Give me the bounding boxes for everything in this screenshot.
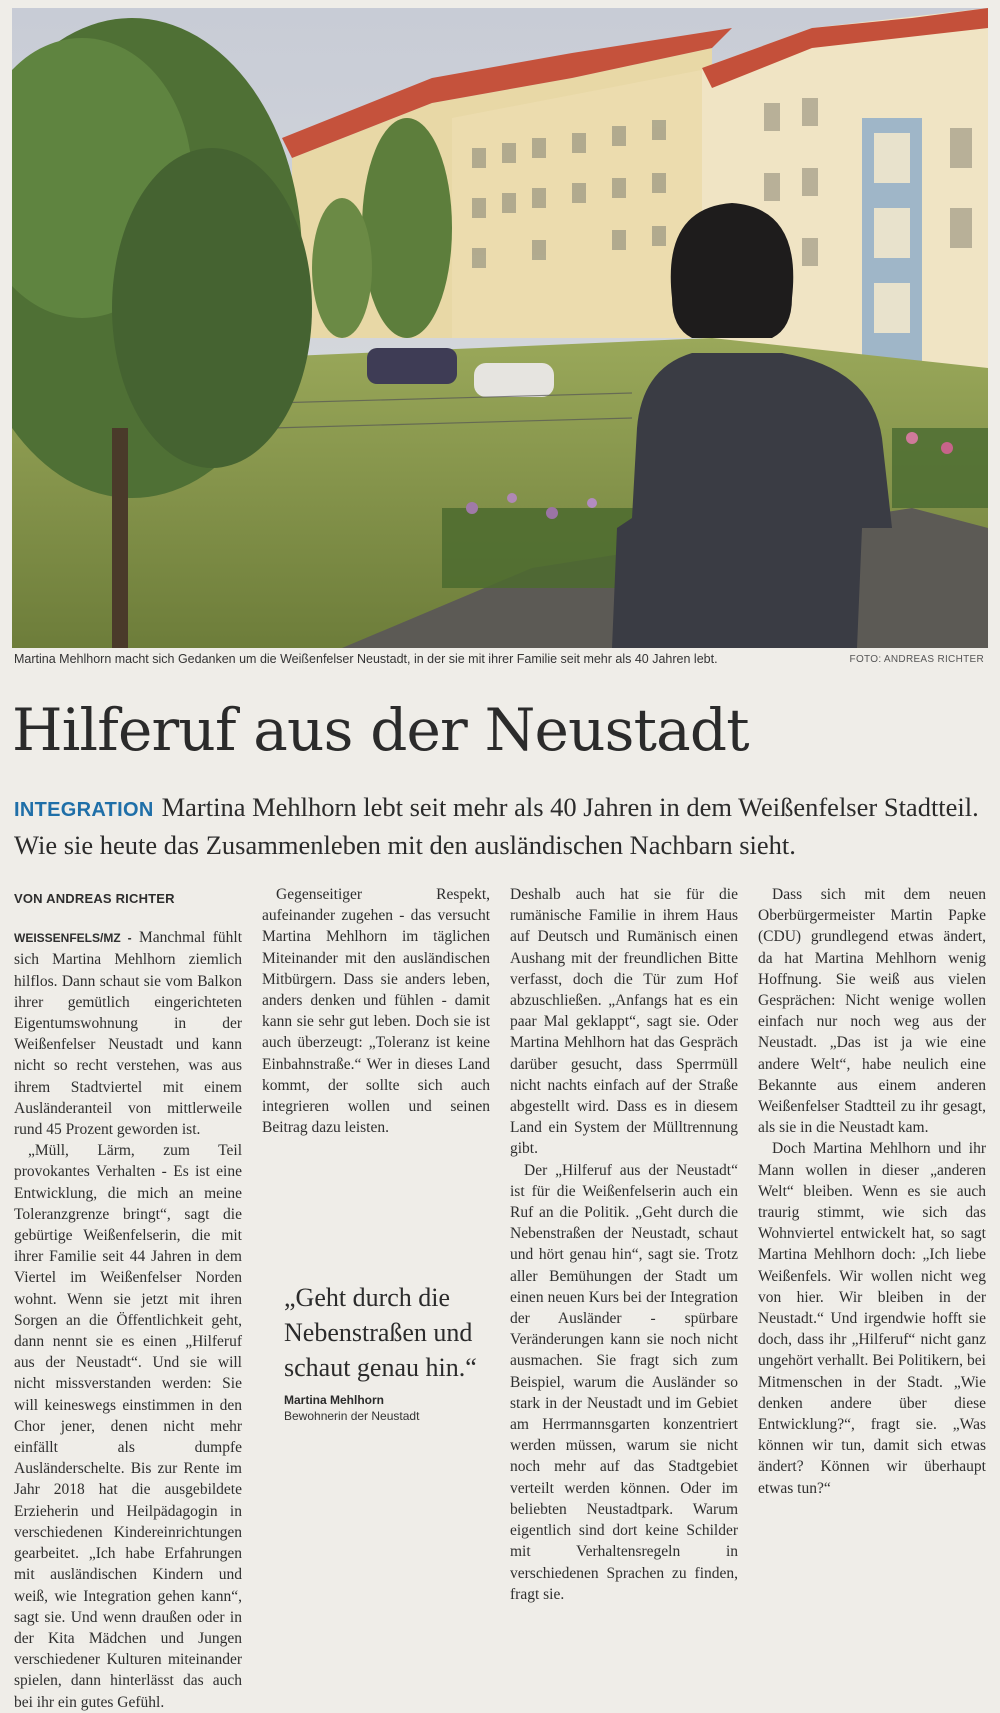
- article-column-3: [510, 884, 738, 1605]
- pull-quote-name: Martina Mehlhorn: [284, 1393, 385, 1407]
- article-photo: [12, 8, 988, 648]
- paragraph-3: Gegenseitiger Respekt, aufeinander zugehen - das versucht Martina Mehlhorn im täglichen Miteinander mit den ausländischen Mitbürgern. Dass sie anders leben, anders denken und fühlen - damit kann sie sehr gut leben. Doch sie ist auch überzeugt: „Toleranz ist keine Einbahnstraße.“ Wer in dieses Land kommt, der sollte sich auch integrieren wollen und seinen Beitrag dazu leisten.: [262, 886, 490, 1137]
- section-kicker: INTEGRATION: [14, 799, 154, 821]
- paragraph-5: Der „Hilferuf aus der Neustadt“ ist für die Weißenfelserin auch ein Ruf an die Politik. „Geht durch die Nebenstraßen der Neustadt, schaut und hört genau hin“, sagt sie. Trotz aller Bemühungen der Stadt um einen neuen Kurs bei der Integration der Ausländer - spürbare Veränderungen kann sie noch nicht ausmachen. Sie fragt sich zum Beispiel, warum die Ausländer so stark in der Neustadt und im Gebiet am Herrmannsgarten konzentriert werden müssen, warum sie nicht noch mehr auf das Stadtgebiet verteilt werden können. Oder im beliebten Neustadtpark. Warum eigentlich sind dort keine Schilder mit Verhaltensregeln in verschiedenen Sprachen zu finden, fragt sie.: [510, 1161, 738, 1603]
- paragraph-4: Deshalb auch hat sie für die rumänische Familie in ihrem Haus auf Deutsch und Rumänisch einen Aushang mit der freundlichen Bitte verfasst, doch die Tür zum Hof abzuschließen. „Anfangs hat es ein paar Mal geklappt“, sagt sie. Oder Martina Mehlhorn hat das Gespräch darüber gesucht, dass Sperrmüll nicht nachts einfach auf der Straße abgestellt wird. Dass es in diesem Land ein System der Mülltrennung gibt.: [510, 886, 738, 1158]
- dateline: WEISSENFELS/MZ -: [14, 931, 132, 946]
- article-column-2: [262, 884, 490, 1138]
- balcony-scene-image: [12, 8, 988, 648]
- paragraph-1: WEISSENFELS/MZ - Manchmal fühlt sich Martina Mehlhorn ziemlich hilflos. Dann schaut sie vom Balkon ihrer gemütlich eingerichteten Eigentumswohnung in der Weißenfelser Neustadt und kann nicht so recht verstehen, was aus ihrem Stadtviertel mit einem Ausländeranteil von mittlerweile rund 45 Prozent geworden ist.: [14, 929, 242, 1139]
- article-deck: [14, 790, 989, 863]
- deck-text: Martina Mehlhorn lebt seit mehr als 40 Jahren in dem Weißenfelser Stadtteil. Wie sie heute das Zusammenleben mit den ausländischen Nachbarn sieht.: [14, 792, 979, 860]
- article-column-4: [758, 884, 986, 1499]
- pull-quote-role: Bewohnerin der Neustadt: [284, 1409, 420, 1423]
- paragraph-2: „Müll, Lärm, zum Teil provokantes Verhalten - Es ist eine Entwicklung, die mich an meine Toleranzgrenze bringt“, sagt die gebürtige Weißenfelserin, die mit ihrer Familie seit 44 Jahren in dem Viertel im Weißenfelser Norden wohnt. Wenn sie jetzt mit ihren Sorgen an die Öffentlichkeit geht, dann nennt sie es einen „Hilferuf aus der Neustadt“. Und sie will nicht missverstanden werden: Sie will keineswegs einstimmen in den Chor jener, denen nicht mehr einfällt als dumpfe Ausländerschelte. Bis zur Rente im Jahr 2018 hat die ausgebildete Erzieherin und Heilpädagogin in verschiedenen Kindereinrichtungen gearbeitet. „Ich habe Erfahrungen mit ausländischen Kindern und weiß, wie Integration gehen kann“, sagt sie. Und wenn draußen oder in der Kita Mädchen und Jungen verschiedener Kulturen miteinander spielen, dann hinterlässt das auch bei ihr ein gutes Gefühl.: [14, 1142, 242, 1711]
- photo-credit: FOTO: ANDREAS RICHTER: [849, 654, 984, 665]
- pull-quote-text: „Geht durch die Nebenstraßen und schaut genau hin.“: [284, 1283, 477, 1382]
- article-column-1: [14, 884, 242, 1713]
- pull-quote: [284, 1280, 484, 1423]
- byline: VON ANDREAS RICHTER: [14, 891, 175, 906]
- paragraph-7: Doch Martina Mehlhorn und ihr Mann wollen in dieser „anderen Welt“ bleiben. Wenn es sie auch traurig stimmt, wie sich das Wohnviertel entwickelt hat, so sagt Martina Mehlhorn doch: „Ich liebe Weißenfels. Wir wollen nicht weg von hier. Wir bleiben in der Neustadt.“ Und irgendwie hofft sie doch, dass ihr „Hilferuf“ nicht ganz ungehört verhallt. Bei Politikern, bei Mitmenschen in der Stadt. „Wie denken andere über diese Entwicklung?“, fragt sie. „Was können wir tun, damit sich etwas ändert? Können wir überhaupt etwas tun?“: [758, 1140, 986, 1497]
- article-headline: Hilferuf aus der Neustadt: [12, 696, 749, 764]
- paragraph-6: Dass sich mit dem neuen Oberbürgermeister Martin Papke (CDU) grundlegend etwas ändert, da hat Martina Mehlhorn wenig Hoffnung. Sie weiß aus vielen Gesprächen: Nicht wenige wollen einfach nur noch weg aus der Neustadt. „Das ist ja wie eine andere Welt“, habe neulich eine Bekannte aus einem anderen Weißenfelser Stadtteil zu ihr gesagt, als sie in die Neustadt kam.: [758, 886, 986, 1137]
- photo-caption: Martina Mehlhorn macht sich Gedanken um die Weißenfelser Neustadt, in der sie mit ihrer Familie seit mehr als 40 Jahren lebt.: [14, 652, 718, 666]
